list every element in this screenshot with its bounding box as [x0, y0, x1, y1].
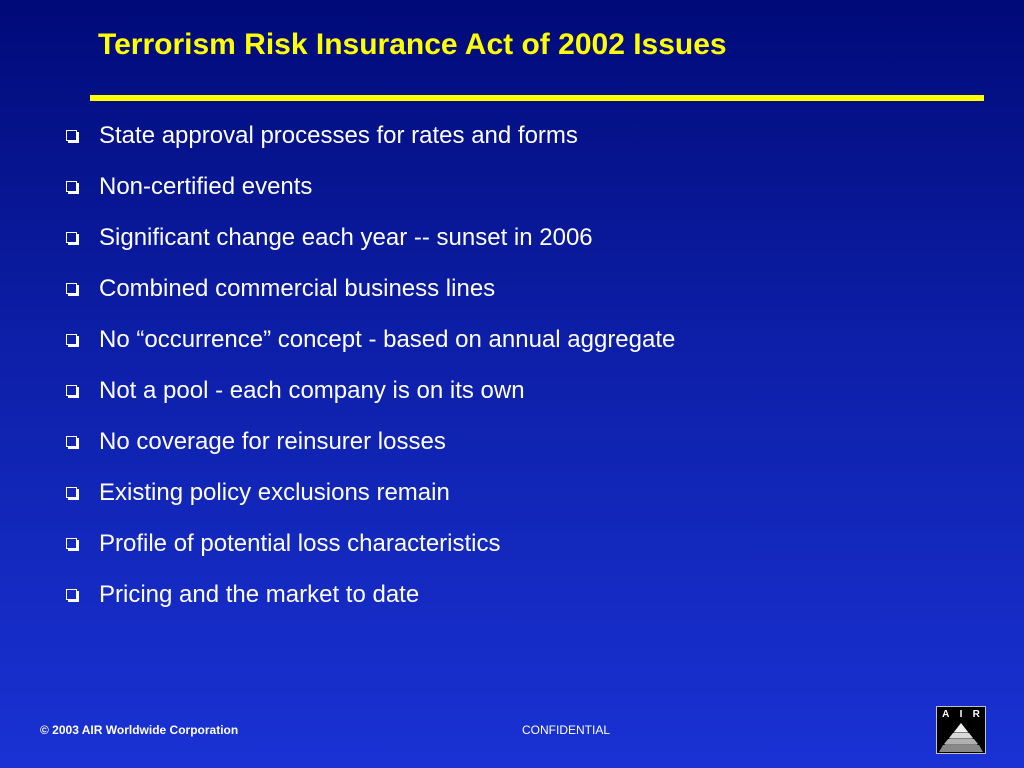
air-logo	[936, 706, 986, 754]
hollow-square-bullet-icon	[66, 538, 77, 549]
list-item	[64, 416, 675, 467]
hollow-square-bullet-icon	[66, 334, 77, 345]
bullet-list	[64, 110, 675, 620]
bullet-text: Non-certified events	[99, 172, 313, 200]
list-item	[64, 518, 675, 569]
bullet-text: No coverage for reinsurer losses	[99, 427, 446, 455]
footer-copyright: © 2003 AIR Worldwide Corporation	[40, 723, 239, 737]
hollow-square-bullet-icon	[66, 385, 77, 396]
logo-letters	[937, 709, 985, 720]
footer-confidential: CONFIDENTIAL	[522, 723, 611, 737]
hollow-square-bullet-icon	[66, 232, 77, 243]
hollow-square-bullet-icon	[66, 130, 77, 141]
list-item	[64, 110, 675, 161]
list-item	[64, 365, 675, 416]
bullet-text: Combined commercial business lines	[99, 274, 496, 302]
logo-letter-a: A	[942, 709, 950, 720]
bullet-text: Significant change each year -- sunset in 2006	[99, 223, 593, 251]
bullet-text: Existing policy exclusions remain	[99, 478, 450, 506]
hollow-square-bullet-icon	[66, 181, 77, 192]
list-item	[64, 467, 675, 518]
slide-title: Terrorism Risk Insurance Act of 2002 Issues	[98, 28, 727, 61]
hollow-square-bullet-icon	[66, 283, 77, 294]
hollow-square-bullet-icon	[66, 487, 77, 498]
list-item	[64, 263, 675, 314]
logo-letter-r: R	[972, 709, 980, 720]
bullet-text: Pricing and the market to date	[99, 580, 420, 608]
list-item	[64, 212, 675, 263]
list-item	[64, 314, 675, 365]
bullet-text: No “occurrence” concept - based on annual aggregate	[99, 325, 676, 353]
list-item	[64, 569, 675, 620]
hollow-square-bullet-icon	[66, 436, 77, 447]
bullet-text: Not a pool - each company is on its own	[99, 376, 525, 404]
logo-letter-i: I	[959, 709, 963, 720]
title-underline-rule	[90, 95, 984, 101]
pyramid-logo-icon	[937, 721, 985, 753]
bullet-text: State approval processes for rates and forms	[99, 121, 578, 149]
hollow-square-bullet-icon	[66, 589, 77, 600]
list-item	[64, 161, 675, 212]
bullet-text: Profile of potential loss characteristics	[99, 529, 501, 557]
